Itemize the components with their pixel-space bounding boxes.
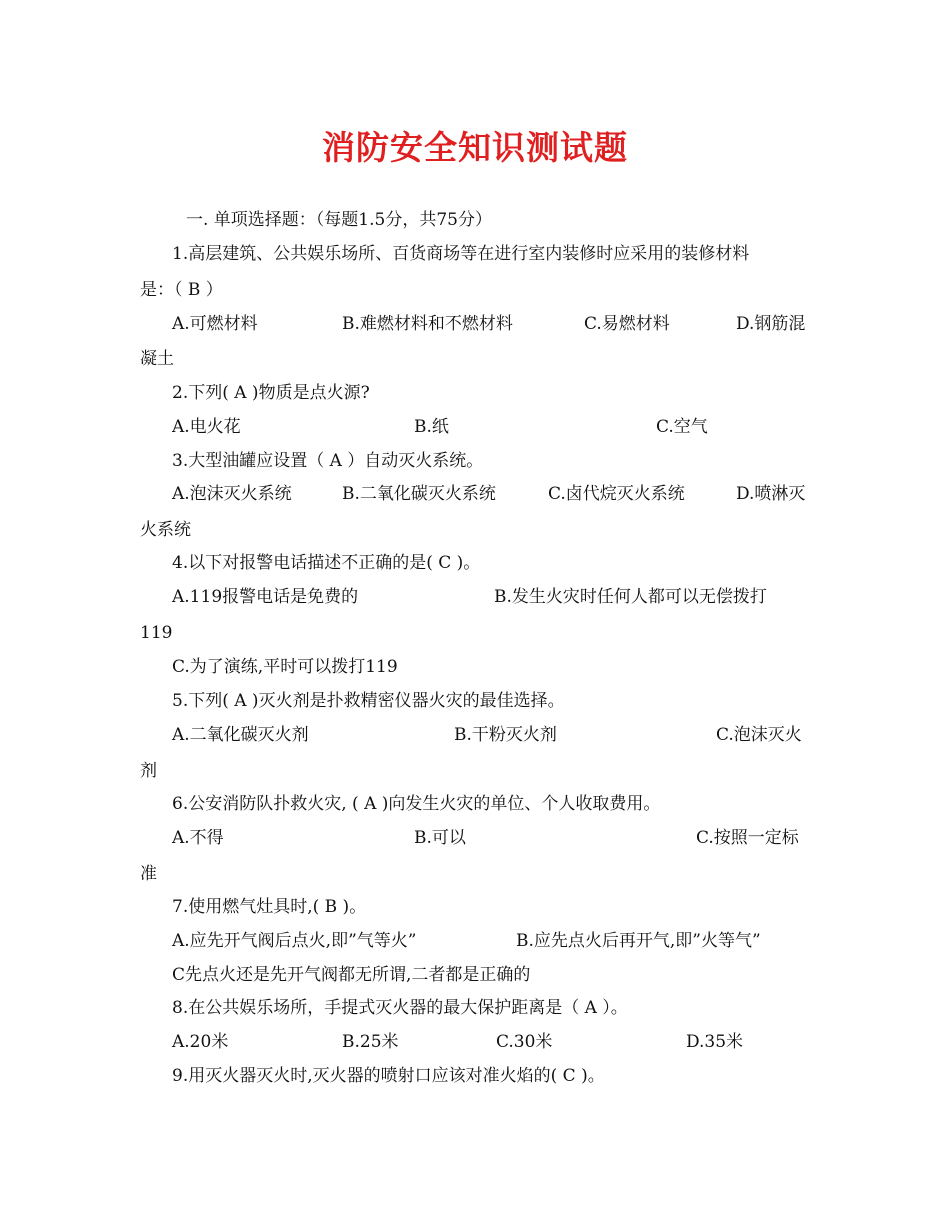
question-7-stem: 7.使用燃气灶具时,( B )。 xyxy=(172,897,367,917)
question-5-option-b: B.干粉灭火剂 xyxy=(454,725,557,745)
page-title: 消防安全知识测试题 xyxy=(322,128,628,167)
question-3-option-d-cont: 火系统 xyxy=(140,520,191,540)
question-8-option-d: D.35米 xyxy=(686,1032,744,1052)
question-1-stem-cont: 是：（ B ） xyxy=(140,280,223,300)
question-2-stem: 2.下列( A )物质是点火源? xyxy=(172,383,370,403)
question-6-option-b: B.可以 xyxy=(414,828,466,848)
question-4-option-c: C.为了演练,平时可以拨打119 xyxy=(172,657,398,677)
question-4-option-a: A.119报警电话是免费的 xyxy=(172,587,359,607)
question-4-stem: 4.以下对报警电话描述不正确的是( C )。 xyxy=(172,553,481,573)
question-1-option-a: A.可燃材料 xyxy=(172,314,258,334)
question-8-option-b: B.25米 xyxy=(342,1032,399,1052)
question-1-option-c: C.易燃材料 xyxy=(584,314,670,334)
question-1-option-d: D.钢筋混 xyxy=(736,314,806,334)
question-4-option-b-cont: 119 xyxy=(140,623,173,643)
question-8-stem: 8.在公共娱乐场所，手提式灭火器的最大保护距离是（ A ）。 xyxy=(172,998,628,1018)
question-3-option-b: B.二氧化碳灭火系统 xyxy=(342,484,496,504)
question-3-option-a: A.泡沫灭火系统 xyxy=(172,484,292,504)
question-1-stem: 1.高层建筑、公共娱乐场所、百货商场等在进行室内装修时应采用的装修材料 xyxy=(172,244,750,264)
question-6-option-a: A.不得 xyxy=(172,828,224,848)
question-7-option-a: A.应先开气阀后点火,即”气等火” xyxy=(172,931,417,951)
question-8-option-c: C.30米 xyxy=(496,1032,553,1052)
question-3-option-c: C.卤代烷灭火系统 xyxy=(548,484,685,504)
section-heading: 一. 单项选择题：（每题1.5分，共75分） xyxy=(186,210,492,230)
question-4-option-b: B.发生火灾时任何人都可以无偿拨打 xyxy=(494,587,767,607)
question-6-option-c: C.按照一定标 xyxy=(696,828,799,848)
question-1-option-d-cont: 凝土 xyxy=(140,349,174,369)
question-8-option-a: A.20米 xyxy=(172,1032,229,1052)
question-2-option-c: C.空气 xyxy=(656,417,708,437)
question-5-option-c: C.泡沫灭火 xyxy=(716,725,802,745)
question-3-stem: 3.大型油罐应设置（ A ）自动灭火系统。 xyxy=(172,451,484,471)
question-2-option-b: B.纸 xyxy=(414,417,449,437)
question-7-option-b: B.应先点火后再开气,即”火等气” xyxy=(516,931,761,951)
question-9-stem: 9.用灭火器灭火时,灭火器的喷射口应该对准火焰的( C )。 xyxy=(172,1066,605,1086)
question-7-option-c: C先点火还是先开气阀都无所谓,二者都是正确的 xyxy=(172,965,531,985)
question-6-option-c-cont: 准 xyxy=(140,864,157,884)
question-1-option-b: B.难燃材料和不燃材料 xyxy=(342,314,513,334)
question-6-stem: 6.公安消防队扑救火灾, ( A )向发生火灾的单位、个人收取费用。 xyxy=(172,794,661,814)
question-5-option-a: A.二氧化碳灭火剂 xyxy=(172,725,309,745)
question-3-option-d: D.喷淋灭 xyxy=(736,484,806,504)
question-5-stem: 5.下列( A )灭火剂是扑救精密仪器火灾的最佳选择。 xyxy=(172,691,565,711)
question-2-option-a: A.电火花 xyxy=(172,417,241,437)
question-5-option-c-cont: 剂 xyxy=(140,761,157,781)
